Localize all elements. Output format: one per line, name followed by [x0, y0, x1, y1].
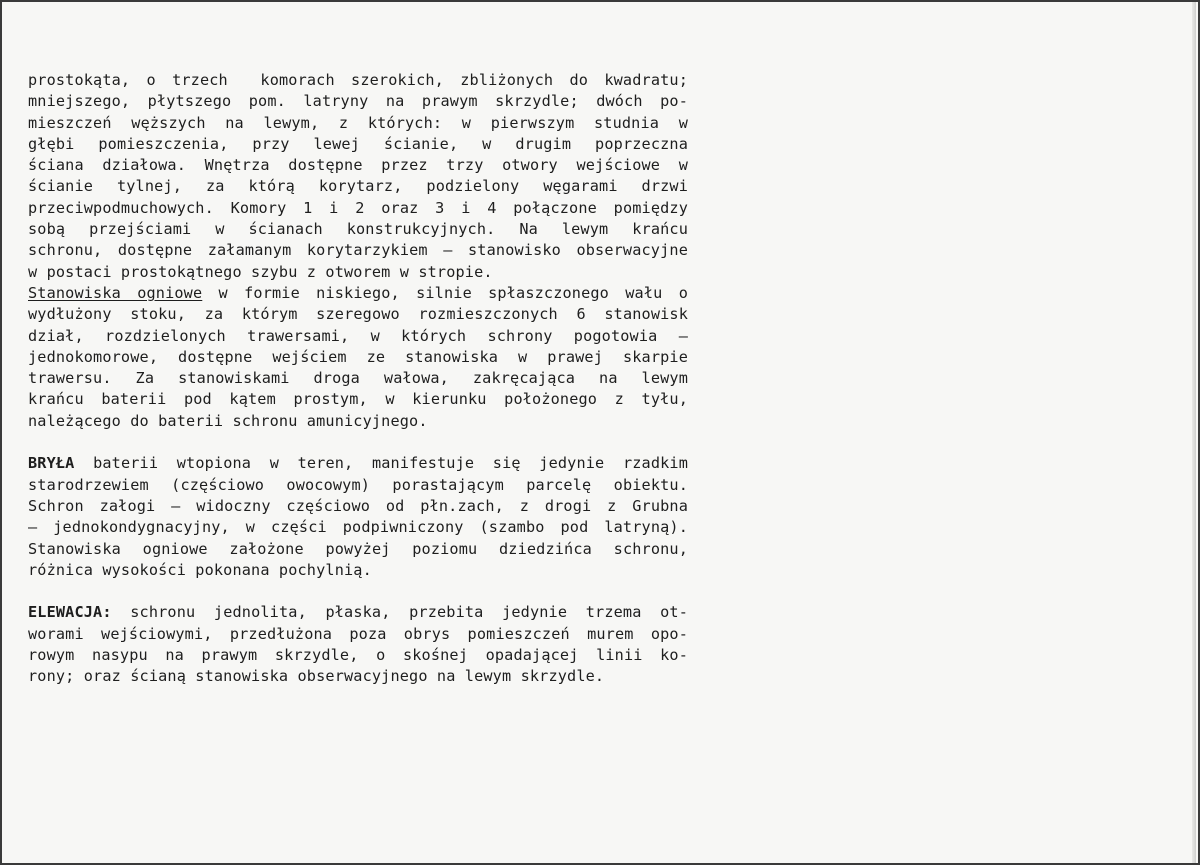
text-line: sobą przejściami w ścianach konstrukcyjnych. Na lewym krańcu — [28, 220, 688, 239]
paragraph-gap — [28, 432, 688, 453]
text-line: ściana działowa. Wnętrza dostępne przez trzy otwory wejściowe w — [28, 156, 688, 175]
text-line: mniejszego, płytszego pom. latryny na prawym skrzydle; dwóch po- — [28, 92, 688, 111]
page-edge-shadow — [1192, 2, 1196, 863]
text-line: rowym nasypu na prawym skrzydle, o skośnej opadającej linii ko- — [28, 646, 688, 665]
text-line: trawersu. Za stanowiskami droga wałowa, zakręcająca na lewym — [28, 369, 688, 388]
text-line: worami wejściowymi, przedłużona poza obrys pomieszczeń murem opo- — [28, 624, 688, 643]
paragraph-gap — [28, 581, 688, 602]
section-first-line-bryla — [28, 453, 688, 474]
text-fragment: w formie niskiego, silnie spłaszczonego wału o — [202, 283, 688, 302]
text-line: schronu, dostępne załamanym korytarzykiem – stanowisko obserwacyjne — [28, 241, 688, 260]
text-line: mieszczeń węższych na lewym, z których: w pierwszym studnia w — [28, 113, 688, 132]
text-line: wydłużony stoku, za którym szeregowo rozmieszczonych 6 stanowisk — [28, 305, 688, 324]
text-line: starodrzewiem (częściowo owocowym) porastającym parcelę obiektu. — [28, 475, 688, 494]
text-line: prostokąta, o trzech komorach szerokich, zbliżonych do kwadratu; — [28, 71, 688, 89]
text-line: krańcu baterii pod kątem prostym, w kierunku położonego z tyłu, — [28, 390, 688, 409]
document-body — [28, 70, 688, 688]
text-line: przeciwpodmuchowych. Komory 1 i 2 oraz 3 i 4 połączone pomiędzy — [28, 198, 688, 217]
section-heading-bryla: BRYŁA — [28, 454, 75, 473]
section-first-line-elewacja — [28, 602, 688, 623]
text-line: w postaci prostokątnego szybu z otworem w stropie. — [28, 262, 493, 281]
text-line: Stanowiska ogniowe założone powyżej poziomu dziedzińca schronu, — [28, 539, 688, 558]
text-line: rony; oraz ścianą stanowiska obserwacyjnego na lewym skrzydle. — [28, 667, 605, 686]
section-heading-elewacja: ELEWACJA: — [28, 603, 112, 622]
text-line: Schron załogi – widoczny częściowo od płn.zach, z drogi z Grubna — [28, 496, 688, 515]
text-line: – jednokondygnacyjny, w części podpiwniczony (szambo pod latryną). — [28, 518, 688, 537]
section-heading-stanowiska-ogniowe: Stanowiska ogniowe — [28, 283, 203, 302]
text-line: dział, rozdzielonych trawersami, w których schrony pogotowia – — [28, 326, 688, 345]
text-fragment: baterii wtopiona w teren, manifestuje się jedynie rzadkim — [74, 454, 688, 473]
text-line: różnica wysokości pokonana pochylnią. — [28, 560, 372, 579]
text-fragment: schronu jednolita, płaska, przebita jedynie trzema ot- — [111, 603, 688, 622]
text-line: ścianie tylnej, za którą korytarz, podzielony węgarami drzwi — [28, 177, 688, 196]
text-line: jednokomorowe, dostępne wejściem ze stanowiska w prawej skarpie — [28, 347, 688, 366]
text-line: głębi pomieszczenia, przy lewej ścianie, w drugim poprzeczna — [28, 134, 688, 153]
text-line: należącego do baterii schronu amunicyjnego. — [28, 411, 428, 430]
section-first-line-stanowiska — [28, 283, 688, 304]
